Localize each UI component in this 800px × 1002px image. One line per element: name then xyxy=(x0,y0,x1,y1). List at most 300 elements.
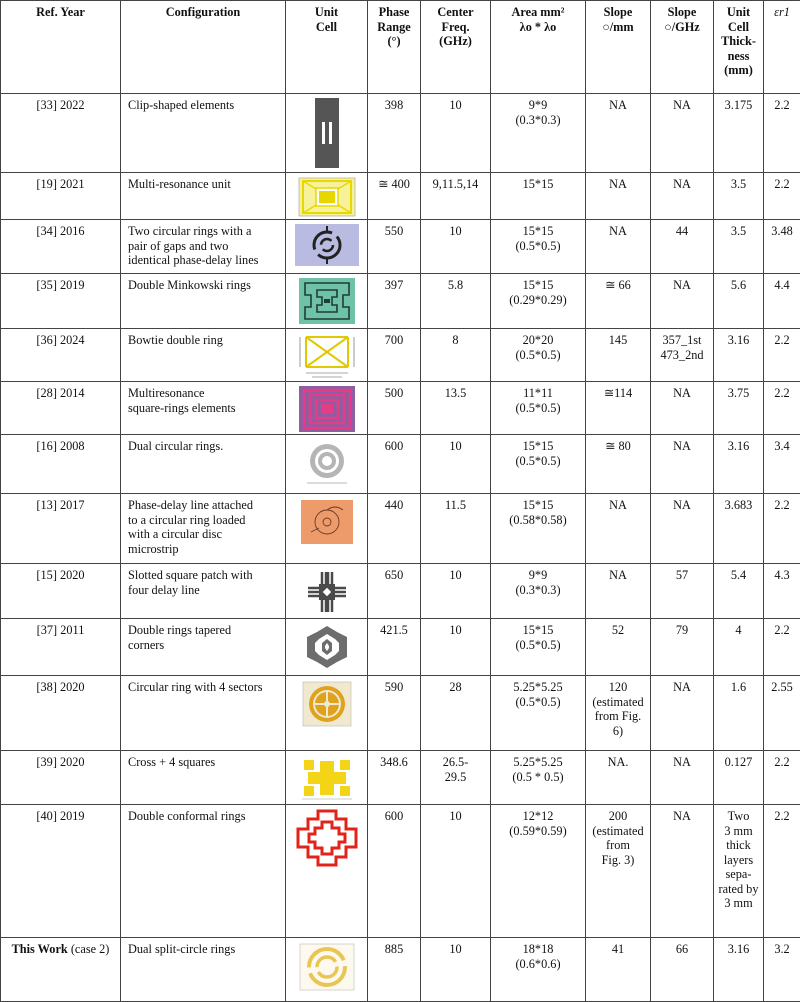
cell-slope-ghz xyxy=(651,805,714,938)
cell-line: 11.5 xyxy=(424,498,487,513)
cell-line: (0.5*0.5) xyxy=(494,695,582,710)
cell-line: (0.5 * 0.5) xyxy=(494,770,582,785)
cell-line: 44 xyxy=(654,224,710,239)
table-row xyxy=(1,619,800,676)
cell-slope-ghz xyxy=(651,382,714,435)
cell-configuration xyxy=(121,564,286,619)
cell-thickness xyxy=(714,274,764,329)
header-phase-range: Phase Range (°) xyxy=(368,1,421,94)
cell-thickness xyxy=(714,382,764,435)
cell-unit-cell xyxy=(286,329,368,382)
cell-configuration xyxy=(121,382,286,435)
cell-phase-range: 398 xyxy=(368,94,421,173)
table-row xyxy=(1,805,800,938)
cell-line: 0.127 xyxy=(717,755,760,770)
cell-line: 145 xyxy=(589,333,647,348)
ref-year-text: [37] 2011 xyxy=(37,623,85,637)
cell-thickness xyxy=(714,494,764,564)
cell-line: Multi-resonance unit xyxy=(128,177,282,192)
cell-line: (0.29*0.29) xyxy=(494,293,582,308)
header-area: Area mm² λo * λo xyxy=(491,1,586,94)
cell-line: ≅ 66 xyxy=(589,278,647,293)
cell-configuration xyxy=(121,494,286,564)
cell-slope-mm xyxy=(586,938,651,1002)
cell-center-freq xyxy=(421,494,491,564)
cell-line: 57 xyxy=(654,568,710,583)
cell-slope-ghz xyxy=(651,173,714,220)
cell-line: 473_2nd xyxy=(654,348,710,363)
cell-ref-year xyxy=(1,382,121,435)
cell-permittivity: 2.2 xyxy=(764,805,800,938)
cell-line: four delay line xyxy=(128,583,282,598)
cell-line: NA xyxy=(654,809,710,824)
cell-line: 9*9 xyxy=(494,568,582,583)
header-slope-ghz: Slope ○/GHz xyxy=(651,1,714,94)
cell-permittivity: 3.48 xyxy=(764,220,800,274)
cell-line: 3.16 xyxy=(717,333,760,348)
cell-ref-year xyxy=(1,619,121,676)
cell-configuration xyxy=(121,220,286,274)
cell-line: corners xyxy=(128,638,282,653)
header-unit-cell: Unit Cell xyxy=(286,1,368,94)
cell-line: Cross + 4 squares xyxy=(128,755,282,770)
cell-line: NA xyxy=(589,568,647,583)
cell-thickness xyxy=(714,676,764,751)
header-row xyxy=(1,1,800,94)
cell-phase-range: 590 xyxy=(368,676,421,751)
cell-line: Double Minkowski rings xyxy=(128,278,282,293)
this-work-label: This Work xyxy=(12,942,68,956)
cell-center-freq xyxy=(421,220,491,274)
cell-ref-year xyxy=(1,94,121,173)
cell-line: Circular ring with 4 sectors xyxy=(128,680,282,695)
cell-slope-mm xyxy=(586,805,651,938)
cell-line: (0.58*0.58) xyxy=(494,513,582,528)
cell-line: (0.59*0.59) xyxy=(494,824,582,839)
cell-thickness xyxy=(714,751,764,805)
cell-slope-mm xyxy=(586,274,651,329)
cell-line: 3.75 xyxy=(717,386,760,401)
cell-area xyxy=(491,619,586,676)
cell-line: 3 mm xyxy=(717,824,760,839)
cell-line: 10 xyxy=(424,98,487,113)
cell-permittivity: 2.2 xyxy=(764,329,800,382)
cell-line: 29.5 xyxy=(424,770,487,785)
cell-center-freq xyxy=(421,382,491,435)
dual-circular-rings-icon xyxy=(288,439,365,487)
cell-area xyxy=(491,329,586,382)
phase-delay-ring-icon xyxy=(288,498,365,546)
ref-year-text: [16] 2008 xyxy=(36,439,84,453)
cell-line: (estimated xyxy=(589,824,647,839)
cell-line: (0.5*0.5) xyxy=(494,348,582,363)
cross-squares-icon xyxy=(288,755,365,801)
cell-slope-ghz xyxy=(651,494,714,564)
cell-line: 10 xyxy=(424,623,487,638)
cell-thickness xyxy=(714,329,764,382)
cell-line: Double rings tapered xyxy=(128,623,282,638)
cell-line: NA xyxy=(654,498,710,513)
cell-unit-cell xyxy=(286,619,368,676)
cell-unit-cell xyxy=(286,751,368,805)
cell-center-freq xyxy=(421,564,491,619)
multi-resonance-unit-icon xyxy=(288,177,365,217)
cell-line: 6) xyxy=(589,724,647,739)
cell-center-freq xyxy=(421,676,491,751)
cell-permittivity: 2.2 xyxy=(764,94,800,173)
cell-configuration xyxy=(121,274,286,329)
cell-line: 120 xyxy=(589,680,647,695)
minkowski-rings-icon xyxy=(288,278,365,324)
cell-slope-ghz xyxy=(651,564,714,619)
cell-line: Dual circular rings. xyxy=(128,439,282,454)
cell-area xyxy=(491,938,586,1002)
cell-phase-range: 600 xyxy=(368,805,421,938)
cell-thickness xyxy=(714,805,764,938)
cell-phase-range: 550 xyxy=(368,220,421,274)
cell-configuration xyxy=(121,619,286,676)
cell-line: 18*18 xyxy=(494,942,582,957)
cell-slope-mm xyxy=(586,564,651,619)
cell-slope-mm xyxy=(586,676,651,751)
cell-center-freq xyxy=(421,173,491,220)
cell-line: pair of gaps and two xyxy=(128,239,282,254)
cell-phase-range: 600 xyxy=(368,435,421,494)
cell-area xyxy=(491,435,586,494)
cell-line: Two circular rings with a xyxy=(128,224,282,239)
cell-area xyxy=(491,382,586,435)
cell-phase-range: 500 xyxy=(368,382,421,435)
cell-line: Dual split-circle rings xyxy=(128,942,282,957)
cell-area xyxy=(491,805,586,938)
cell-line: NA xyxy=(654,680,710,695)
cell-line: 5.25*5.25 xyxy=(494,755,582,770)
cell-center-freq xyxy=(421,938,491,1002)
clip-shaped-element-icon xyxy=(288,98,365,168)
cell-line: 15*15 xyxy=(494,278,582,293)
cell-line: from Fig. xyxy=(589,709,647,724)
cell-slope-ghz xyxy=(651,435,714,494)
cell-phase-range: 440 xyxy=(368,494,421,564)
cell-phase-range: 421.5 xyxy=(368,619,421,676)
cell-line: (0.6*0.6) xyxy=(494,957,582,972)
cell-line: 10 xyxy=(424,439,487,454)
cell-slope-mm xyxy=(586,751,651,805)
cell-line: 28 xyxy=(424,680,487,695)
cell-line: Phase-delay line attached xyxy=(128,498,282,513)
ring-sectors-icon xyxy=(288,680,365,728)
cell-permittivity: 3.4 xyxy=(764,435,800,494)
cell-unit-cell xyxy=(286,220,368,274)
cell-unit-cell xyxy=(286,94,368,173)
table-row xyxy=(1,938,800,1002)
cell-unit-cell xyxy=(286,173,368,220)
cell-line: 3 mm xyxy=(717,896,760,911)
cell-phase-range: 885 xyxy=(368,938,421,1002)
cell-unit-cell xyxy=(286,564,368,619)
cell-thickness xyxy=(714,173,764,220)
cell-line: Double conformal rings xyxy=(128,809,282,824)
cell-area xyxy=(491,173,586,220)
cell-slope-ghz xyxy=(651,220,714,274)
tapered-rings-icon xyxy=(288,623,365,671)
cell-line: (0.5*0.5) xyxy=(494,454,582,469)
cell-line: 15*15 xyxy=(494,177,582,192)
cell-line: Fig. 3) xyxy=(589,853,647,868)
square-rings-icon xyxy=(288,386,365,432)
cell-line: from xyxy=(589,838,647,853)
cell-ref-year xyxy=(1,435,121,494)
cell-line: 3.5 xyxy=(717,224,760,239)
cell-line: ≅ 80 xyxy=(589,439,647,454)
cell-line: sepa- xyxy=(717,867,760,882)
ref-year-text: [13] 2017 xyxy=(36,498,84,512)
cell-slope-mm xyxy=(586,329,651,382)
cell-line: 3.16 xyxy=(717,942,760,957)
table-row xyxy=(1,751,800,805)
cell-line: 15*15 xyxy=(494,439,582,454)
cell-permittivity: 2.2 xyxy=(764,751,800,805)
cell-slope-mm xyxy=(586,435,651,494)
cell-line: NA xyxy=(654,177,710,192)
cell-center-freq xyxy=(421,619,491,676)
table-row xyxy=(1,435,800,494)
cell-configuration xyxy=(121,173,286,220)
cell-line: 10 xyxy=(424,809,487,824)
ref-year-text: [38] 2020 xyxy=(36,680,84,694)
cell-line: 66 xyxy=(654,942,710,957)
cell-line: identical phase-delay lines xyxy=(128,253,282,268)
table-row xyxy=(1,494,800,564)
cell-center-freq xyxy=(421,751,491,805)
ref-year-text: [19] 2021 xyxy=(36,177,84,191)
cell-line: thick xyxy=(717,838,760,853)
ref-year-text: [34] 2016 xyxy=(36,224,84,238)
cell-line: with a circular disc xyxy=(128,527,282,542)
cell-ref-year xyxy=(1,676,121,751)
cell-thickness xyxy=(714,435,764,494)
cell-center-freq xyxy=(421,329,491,382)
cell-line: 12*12 xyxy=(494,809,582,824)
cell-line: 20*20 xyxy=(494,333,582,348)
cell-ref-year xyxy=(1,751,121,805)
cell-thickness xyxy=(714,938,764,1002)
table-row xyxy=(1,564,800,619)
header-center-freq: Center Freq. (GHz) xyxy=(421,1,491,94)
cell-line: 41 xyxy=(589,942,647,957)
cell-line: Clip-shaped elements xyxy=(128,98,282,113)
cell-line: 5.4 xyxy=(717,568,760,583)
cell-thickness xyxy=(714,619,764,676)
cell-line: square-rings elements xyxy=(128,401,282,416)
cell-unit-cell xyxy=(286,676,368,751)
cell-line: layers xyxy=(717,853,760,868)
cell-permittivity: 2.2 xyxy=(764,382,800,435)
cell-ref-year xyxy=(1,274,121,329)
cell-area xyxy=(491,220,586,274)
cell-ref-year xyxy=(1,329,121,382)
cell-line: 10 xyxy=(424,568,487,583)
cell-configuration xyxy=(121,329,286,382)
cell-ref-year xyxy=(1,564,121,619)
cell-area xyxy=(491,94,586,173)
cell-line: (estimated xyxy=(589,695,647,710)
cell-line: Slotted square patch with xyxy=(128,568,282,583)
cell-line: NA xyxy=(589,224,647,239)
table-row xyxy=(1,329,800,382)
cell-line: 79 xyxy=(654,623,710,638)
cell-slope-ghz xyxy=(651,619,714,676)
cell-configuration xyxy=(121,94,286,173)
cell-ref-year xyxy=(1,173,121,220)
cell-ref-year xyxy=(1,938,121,1002)
cell-thickness xyxy=(714,94,764,173)
cell-ref-year xyxy=(1,805,121,938)
cell-configuration xyxy=(121,676,286,751)
ref-year-text: [36] 2024 xyxy=(36,333,84,347)
cell-line: 13.5 xyxy=(424,386,487,401)
cell-phase-range: 397 xyxy=(368,274,421,329)
cell-unit-cell xyxy=(286,382,368,435)
ref-year-text: [15] 2020 xyxy=(36,568,84,582)
cell-ref-year xyxy=(1,494,121,564)
cell-line: Multiresonance xyxy=(128,386,282,401)
cell-slope-ghz xyxy=(651,329,714,382)
cell-line: 5.25*5.25 xyxy=(494,680,582,695)
cell-line: 1.6 xyxy=(717,680,760,695)
cell-line: 10 xyxy=(424,224,487,239)
cell-line: NA xyxy=(589,498,647,513)
cell-center-freq xyxy=(421,274,491,329)
cell-line: Two xyxy=(717,809,760,824)
cell-line: microstrip xyxy=(128,542,282,557)
cell-unit-cell xyxy=(286,274,368,329)
cell-line: (0.3*0.3) xyxy=(494,113,582,128)
table-row xyxy=(1,274,800,329)
cell-permittivity: 4.4 xyxy=(764,274,800,329)
cell-line: 11*11 xyxy=(494,386,582,401)
cell-thickness xyxy=(714,220,764,274)
split-circle-rings-icon xyxy=(288,942,365,992)
cell-slope-mm xyxy=(586,382,651,435)
cell-slope-mm xyxy=(586,220,651,274)
table-row xyxy=(1,94,800,173)
cell-thickness xyxy=(714,564,764,619)
cell-permittivity: 4.3 xyxy=(764,564,800,619)
cell-line: Bowtie double ring xyxy=(128,333,282,348)
cell-slope-mm xyxy=(586,619,651,676)
cell-line: NA xyxy=(654,278,710,293)
cell-line: rated by xyxy=(717,882,760,897)
cell-area xyxy=(491,751,586,805)
cell-line: 3.16 xyxy=(717,439,760,454)
cell-slope-mm xyxy=(586,94,651,173)
slotted-square-patch-icon xyxy=(288,568,365,616)
cell-slope-ghz xyxy=(651,938,714,1002)
cell-phase-range: 650 xyxy=(368,564,421,619)
cell-line: to a circular ring loaded xyxy=(128,513,282,528)
cell-permittivity: 2.2 xyxy=(764,173,800,220)
cell-area xyxy=(491,564,586,619)
cell-area xyxy=(491,494,586,564)
header-configuration: Configuration xyxy=(121,1,286,94)
ref-year-text: [35] 2019 xyxy=(36,278,84,292)
cell-line: 357_1st xyxy=(654,333,710,348)
cell-phase-range: 348.6 xyxy=(368,751,421,805)
cell-permittivity: 2.2 xyxy=(764,494,800,564)
cell-permittivity: 2.55 xyxy=(764,676,800,751)
cell-line: 9,11.5,14 xyxy=(424,177,487,192)
cell-line: NA xyxy=(654,755,710,770)
ref-year-text: [33] 2022 xyxy=(36,98,84,112)
cell-unit-cell xyxy=(286,435,368,494)
header-thickness: Unit Cell Thick- ness (mm) xyxy=(714,1,764,94)
table-row xyxy=(1,220,800,274)
cell-line: 15*15 xyxy=(494,623,582,638)
cell-slope-ghz xyxy=(651,274,714,329)
cell-line: (0.3*0.3) xyxy=(494,583,582,598)
bowtie-ring-icon xyxy=(288,333,365,379)
cell-line: NA xyxy=(654,439,710,454)
cell-ref-year xyxy=(1,220,121,274)
cell-slope-ghz xyxy=(651,676,714,751)
cell-slope-ghz xyxy=(651,94,714,173)
cell-line: 15*15 xyxy=(494,224,582,239)
table-row xyxy=(1,676,800,751)
ref-year-text: [39] 2020 xyxy=(36,755,84,769)
cell-slope-mm xyxy=(586,173,651,220)
header-ref: Ref. Year xyxy=(1,1,121,94)
cell-configuration xyxy=(121,938,286,1002)
ref-year-text: [40] 2019 xyxy=(36,809,84,823)
cell-center-freq xyxy=(421,435,491,494)
cell-line: 200 xyxy=(589,809,647,824)
cell-line: 3.175 xyxy=(717,98,760,113)
cell-line: NA. xyxy=(589,755,647,770)
cell-center-freq xyxy=(421,94,491,173)
table-row xyxy=(1,382,800,435)
header-permittivity: εr1 xyxy=(764,1,800,94)
cell-configuration xyxy=(121,805,286,938)
cell-phase-range: 700 xyxy=(368,329,421,382)
cell-area xyxy=(491,676,586,751)
cell-configuration xyxy=(121,435,286,494)
cell-line: 10 xyxy=(424,942,487,957)
cell-slope-ghz xyxy=(651,751,714,805)
cell-line: 5.8 xyxy=(424,278,487,293)
cell-line: 9*9 xyxy=(494,98,582,113)
cell-line: NA xyxy=(589,98,647,113)
ref-year-text: [28] 2014 xyxy=(36,386,84,400)
cell-configuration xyxy=(121,751,286,805)
cell-line: 5.6 xyxy=(717,278,760,293)
cell-line: NA xyxy=(654,386,710,401)
table-row xyxy=(1,173,800,220)
cell-permittivity: 2.2 xyxy=(764,619,800,676)
header-slope-mm: Slope ○/mm xyxy=(586,1,651,94)
cell-line: 3.683 xyxy=(717,498,760,513)
cell-line: 52 xyxy=(589,623,647,638)
ref-year-text: (case 2) xyxy=(68,942,110,956)
cell-line: NA xyxy=(654,98,710,113)
cell-phase-range: ≅ 400 xyxy=(368,173,421,220)
cell-line: NA xyxy=(589,177,647,192)
cell-center-freq xyxy=(421,805,491,938)
cell-area xyxy=(491,274,586,329)
cell-permittivity: 3.2 xyxy=(764,938,800,1002)
cell-unit-cell xyxy=(286,805,368,938)
cell-slope-mm xyxy=(586,494,651,564)
